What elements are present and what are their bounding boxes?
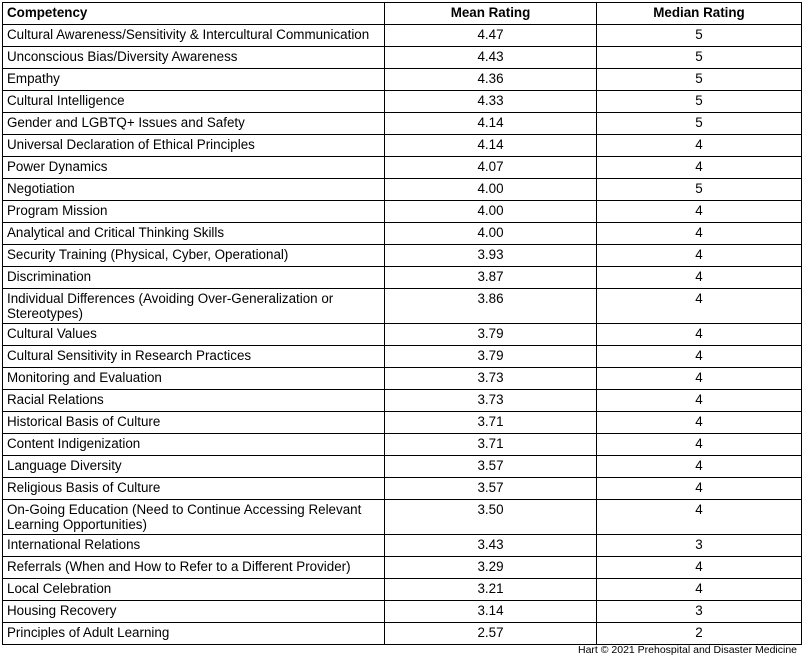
median-rating-cell: 5 (597, 113, 802, 135)
table-row (3, 135, 802, 157)
competency-cell: Local Celebration (3, 579, 385, 601)
competency-cell: Discrimination (3, 267, 385, 289)
mean-rating-cell: 3.73 (385, 390, 597, 412)
competency-cell: Referrals (When and How to Refer to a Different Provider) (3, 557, 385, 579)
competency-cell: Program Mission (3, 201, 385, 223)
median-rating-cell: 4 (597, 579, 802, 601)
median-rating-cell: 4 (597, 289, 802, 324)
table-row (3, 47, 802, 69)
competency-cell: Language Diversity (3, 456, 385, 478)
competency-cell: Cultural Sensitivity in Research Practices (3, 346, 385, 368)
table-row (3, 346, 802, 368)
mean-rating-cell: 3.71 (385, 412, 597, 434)
median-rating-cell: 4 (597, 368, 802, 390)
mean-rating-cell: 3.87 (385, 267, 597, 289)
competency-table (2, 2, 802, 645)
table-row (3, 25, 802, 47)
competency-cell: Individual Differences (Avoiding Over-Generalization or Stereotypes) (3, 289, 385, 324)
median-rating-cell: 5 (597, 179, 802, 201)
median-rating-cell: 4 (597, 324, 802, 346)
competency-cell: International Relations (3, 535, 385, 557)
competency-cell: Universal Declaration of Ethical Principles (3, 135, 385, 157)
table-row (3, 535, 802, 557)
mean-rating-cell: 3.21 (385, 579, 597, 601)
mean-rating-cell: 3.79 (385, 324, 597, 346)
table-row (3, 201, 802, 223)
median-rating-cell: 4 (597, 245, 802, 267)
mean-rating-cell: 3.14 (385, 601, 597, 623)
header-mean-rating: Mean Rating (385, 3, 597, 25)
median-rating-cell: 3 (597, 535, 802, 557)
table-header (3, 3, 802, 25)
median-rating-cell: 4 (597, 412, 802, 434)
competency-cell: Cultural Values (3, 324, 385, 346)
mean-rating-cell: 4.33 (385, 91, 597, 113)
competency-cell: Racial Relations (3, 390, 385, 412)
median-rating-cell: 4 (597, 434, 802, 456)
mean-rating-cell: 3.79 (385, 346, 597, 368)
competency-cell: Principles of Adult Learning (3, 623, 385, 645)
median-rating-cell: 2 (597, 623, 802, 645)
competency-cell: Cultural Awareness/Sensitivity & Intercultural Communication (3, 25, 385, 47)
table-body (3, 25, 802, 645)
median-rating-cell: 4 (597, 557, 802, 579)
table-row (3, 456, 802, 478)
competency-cell: Unconscious Bias/Diversity Awareness (3, 47, 385, 69)
mean-rating-cell: 4.07 (385, 157, 597, 179)
table-row (3, 478, 802, 500)
mean-rating-cell: 4.47 (385, 25, 597, 47)
median-rating-cell: 4 (597, 390, 802, 412)
mean-rating-cell: 3.93 (385, 245, 597, 267)
median-rating-cell: 5 (597, 47, 802, 69)
mean-rating-cell: 3.29 (385, 557, 597, 579)
header-row (3, 3, 802, 25)
median-rating-cell: 4 (597, 135, 802, 157)
competency-cell: Historical Basis of Culture (3, 412, 385, 434)
table-row (3, 601, 802, 623)
mean-rating-cell: 3.50 (385, 500, 597, 535)
competency-cell: Empathy (3, 69, 385, 91)
median-rating-cell: 5 (597, 25, 802, 47)
table-row (3, 223, 802, 245)
mean-rating-cell: 4.36 (385, 69, 597, 91)
table-row (3, 157, 802, 179)
competency-cell: Cultural Intelligence (3, 91, 385, 113)
competency-cell: Content Indigenization (3, 434, 385, 456)
table-row (3, 368, 802, 390)
competency-cell: Negotiation (3, 179, 385, 201)
median-rating-cell: 5 (597, 91, 802, 113)
mean-rating-cell: 4.00 (385, 179, 597, 201)
table-row (3, 324, 802, 346)
header-median-rating: Median Rating (597, 3, 802, 25)
mean-rating-cell: 4.00 (385, 223, 597, 245)
median-rating-cell: 5 (597, 69, 802, 91)
mean-rating-cell: 3.71 (385, 434, 597, 456)
table-row (3, 113, 802, 135)
table-row (3, 69, 802, 91)
competency-cell: Religious Basis of Culture (3, 478, 385, 500)
table-row (3, 289, 802, 324)
median-rating-cell: 4 (597, 157, 802, 179)
table-row (3, 390, 802, 412)
table-row (3, 245, 802, 267)
competency-cell: Analytical and Critical Thinking Skills (3, 223, 385, 245)
competency-cell: Gender and LGBTQ+ Issues and Safety (3, 113, 385, 135)
median-rating-cell: 4 (597, 346, 802, 368)
mean-rating-cell: 3.57 (385, 456, 597, 478)
table-row (3, 500, 802, 535)
table-row (3, 91, 802, 113)
header-competency: Competency (3, 3, 385, 25)
competency-cell: Monitoring and Evaluation (3, 368, 385, 390)
median-rating-cell: 4 (597, 500, 802, 535)
table-row (3, 434, 802, 456)
credit-line: Hart © 2021 Prehospital and Disaster Medicine (577, 644, 797, 656)
table-row (3, 623, 802, 645)
mean-rating-cell: 4.14 (385, 113, 597, 135)
median-rating-cell: 4 (597, 201, 802, 223)
competency-cell: Security Training (Physical, Cyber, Operational) (3, 245, 385, 267)
table-row (3, 179, 802, 201)
table-row (3, 557, 802, 579)
table-row (3, 267, 802, 289)
mean-rating-cell: 4.14 (385, 135, 597, 157)
median-rating-cell: 3 (597, 601, 802, 623)
mean-rating-cell: 3.86 (385, 289, 597, 324)
median-rating-cell: 4 (597, 456, 802, 478)
mean-rating-cell: 3.43 (385, 535, 597, 557)
median-rating-cell: 4 (597, 267, 802, 289)
competency-cell: On-Going Education (Need to Continue Accessing Relevant Learning Opportunities) (3, 500, 385, 535)
table-row (3, 412, 802, 434)
mean-rating-cell: 2.57 (385, 623, 597, 645)
mean-rating-cell: 3.57 (385, 478, 597, 500)
competency-cell: Power Dynamics (3, 157, 385, 179)
median-rating-cell: 4 (597, 478, 802, 500)
mean-rating-cell: 4.00 (385, 201, 597, 223)
mean-rating-cell: 4.43 (385, 47, 597, 69)
competency-cell: Housing Recovery (3, 601, 385, 623)
median-rating-cell: 4 (597, 223, 802, 245)
mean-rating-cell: 3.73 (385, 368, 597, 390)
table-row (3, 579, 802, 601)
